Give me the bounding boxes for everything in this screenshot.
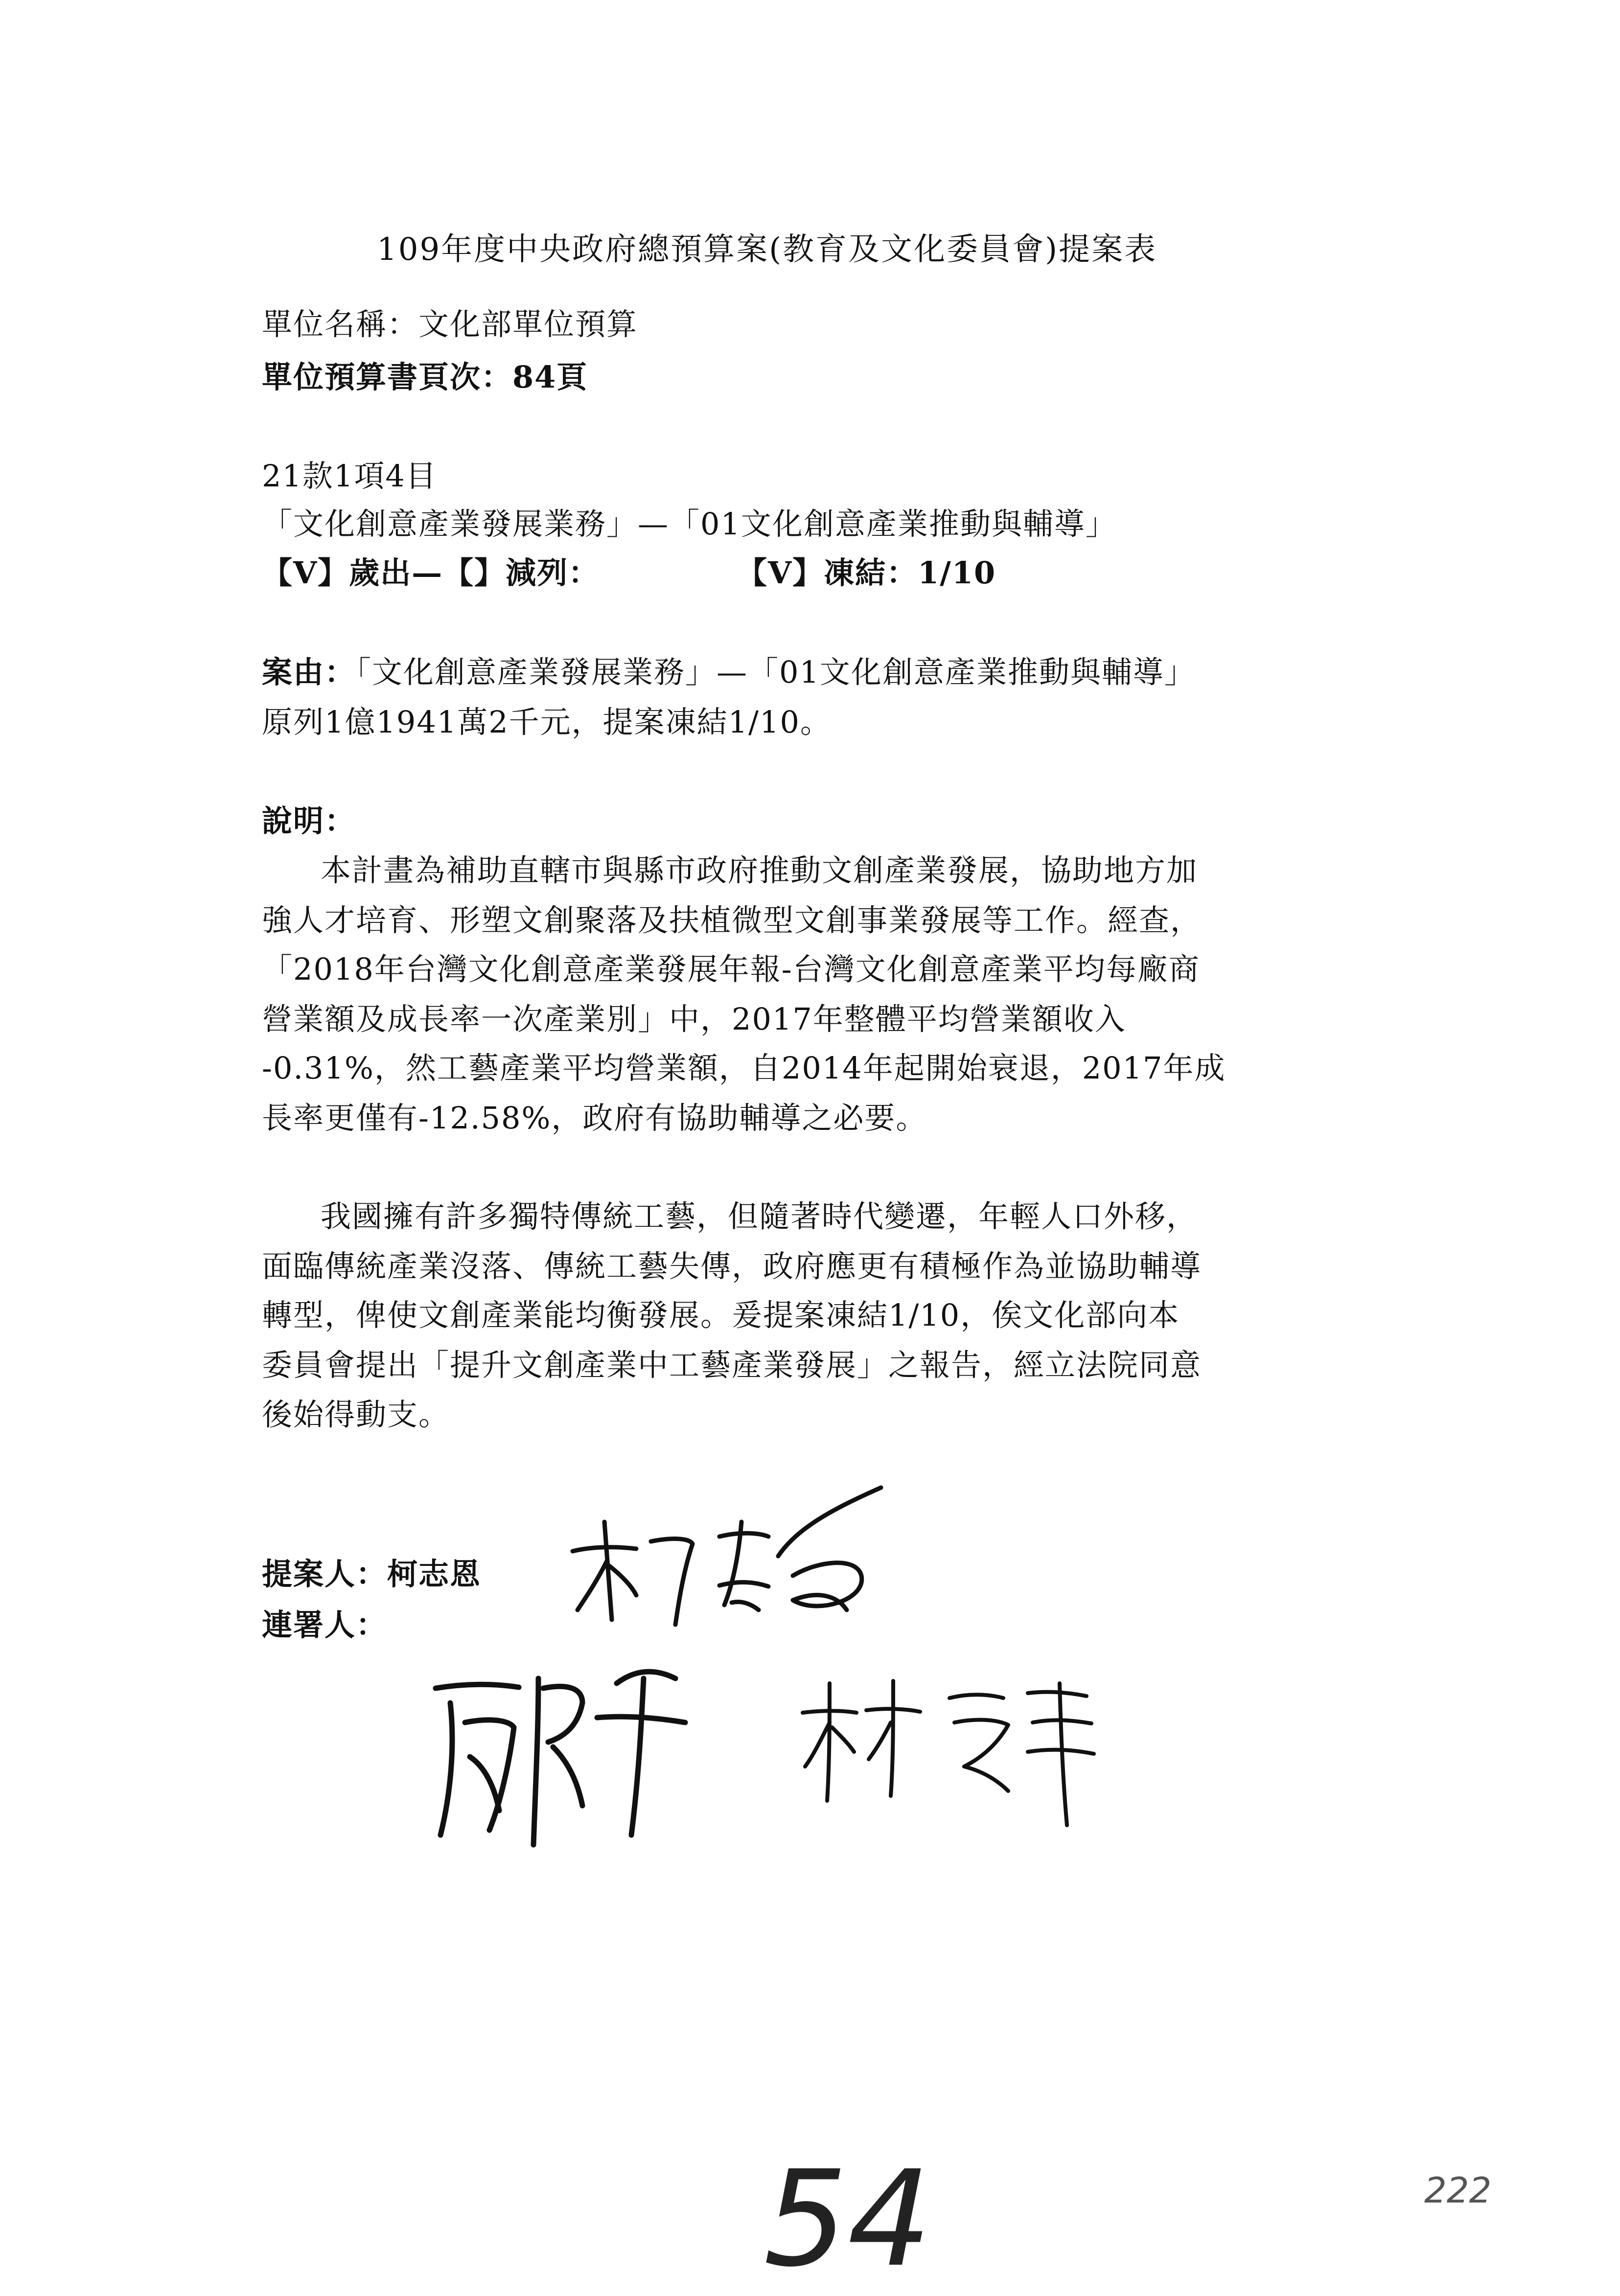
freeze-option: 【V】凍結：1/10: [737, 555, 996, 591]
item-name: 「文化創意產業發展業務」—「01文化創意產業推動與輔導」: [262, 506, 1117, 542]
reason-text-1: 「文化創意產業發展業務」—「01文化創意產業推動與輔導」: [356, 654, 1196, 690]
cosigner-signature-image: [421, 1649, 705, 1855]
proposer: 提案人：柯志恩: [262, 1556, 482, 1592]
proposer-signature-image: [563, 1478, 896, 1639]
cosigner-signature-image: [793, 1664, 1106, 1830]
explanation-p1-line: 長率更僅有-12.58%，政府有協助輔導之必要。: [262, 1100, 927, 1136]
explanation-p2-line: 我國擁有許多獨特傳統工藝，但隨著時代變遷，年輕人口外移，: [321, 1198, 1198, 1234]
explanation-p1-line: -0.31%，然工藝產業平均營業額，自2014年起開始衰退，2017年成: [262, 1050, 1226, 1086]
reason-line-1: [262, 654, 1196, 690]
explanation-p2-line: 委員會提出「提升文創產業中工藝產業發展」之報告，經立法院同意: [262, 1347, 1202, 1383]
explanation-p1-line: 「2018年台灣文化創意產業發展年報-台灣文化創意產業平均每廠商: [262, 951, 1200, 987]
corner-mark: 222: [1424, 2170, 1492, 2211]
page-number: 54: [764, 2142, 932, 2296]
reason-line-2: 原列1億1941萬2千元，提案凍結1/10。: [262, 704, 832, 740]
expense-option: 【V】歲出—【】減列：: [262, 555, 600, 591]
budget-page: 單位預算書頁次：84頁: [262, 359, 588, 395]
item-code: 21款1項4目: [262, 458, 437, 494]
explanation-p2-line: 轉型，俾使文創產業能均衡發展。爰提案凍結1/10，俟文化部向本: [262, 1297, 1180, 1333]
explanation-p2-line: 面臨傳統產業沒落、傳統工藝失傳，政府應更有積極作為並協助輔導: [262, 1248, 1202, 1284]
explanation-label: 說明：: [262, 803, 356, 839]
reason-label: 案由：: [262, 654, 356, 690]
cosigner-label: 連署人：: [262, 1607, 388, 1643]
document-title: 109年度中央政府總預算案(教育及文化委員會)提案表: [377, 231, 1157, 268]
explanation-p1-line: 本計畫為補助直轄市與縣市政府推動文創產業發展，協助地方加: [321, 852, 1198, 888]
explanation-p2-line: 後始得動支。: [262, 1397, 450, 1432]
explanation-p1-line: 強人才培育、形塑文創聚落及扶植微型文創事業發展等工作。經查，: [262, 902, 1202, 938]
explanation-p1-line: 營業額及成長率一次產業別」中，2017年整體平均營業額收入: [262, 1001, 1126, 1037]
unit-name: 單位名稱：文化部單位預算: [262, 306, 638, 342]
